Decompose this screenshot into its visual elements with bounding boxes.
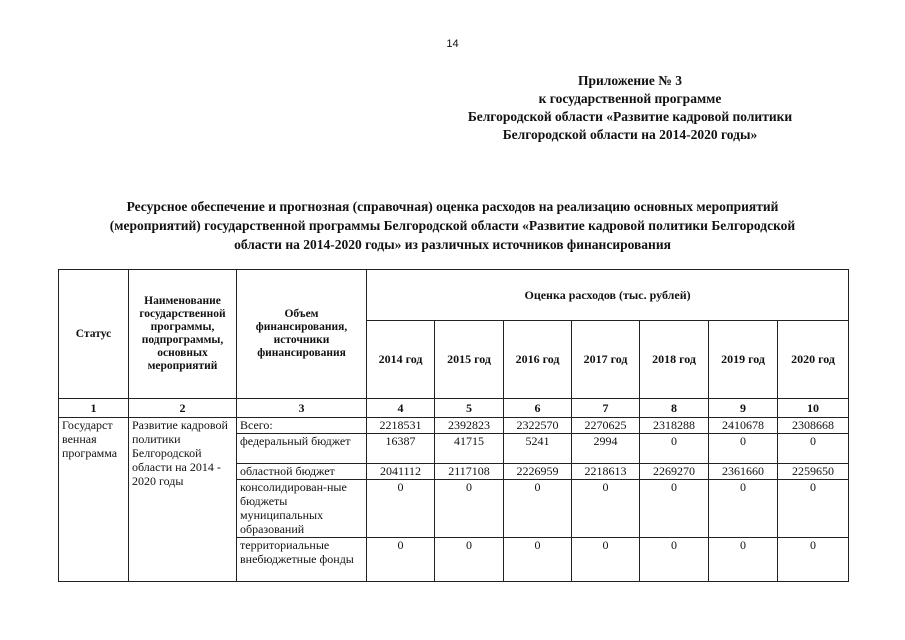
program-name-cell: Развитие кадровой политики Белгородской области на 2014 - 2020 годы	[129, 418, 237, 582]
value-cell: 2994	[572, 434, 640, 464]
source-cell: консолидирован-ные бюджеты муниципальных образований	[237, 480, 367, 538]
status-cell: Государст венная программа	[59, 418, 129, 582]
value-cell: 5241	[504, 434, 572, 464]
appendix-line: Приложение № 3	[578, 73, 682, 88]
header-year: 2019 год	[709, 321, 778, 399]
value-cell: 2218613	[572, 464, 640, 480]
value-cell: 2259650	[778, 464, 849, 480]
value-cell: 0	[572, 480, 640, 538]
source-cell: территориальные внебюджетные фонды	[237, 538, 367, 582]
source-cell: федеральный бюджет	[237, 434, 367, 464]
index-cell: 5	[435, 399, 504, 418]
source-cell: областной бюджет	[237, 464, 367, 480]
index-cell: 8	[640, 399, 709, 418]
header-year: 2020 год	[778, 321, 849, 399]
value-cell: 2410678	[709, 418, 778, 434]
value-cell: 2117108	[435, 464, 504, 480]
title-line: (мероприятий) государственной программы Белгородской области «Развитие кадровой политики Белгородской	[109, 218, 796, 233]
value-cell: 0	[778, 434, 849, 464]
header-volume: Объем финансирования, источники финансирования	[237, 270, 367, 399]
value-cell: 2392823	[435, 418, 504, 434]
appendix-line: Белгородской области «Развитие кадровой политики	[467, 109, 793, 124]
title-line: области на 2014-2020 годы» из различных источников финансирования	[234, 237, 671, 252]
header-year: 2014 год	[367, 321, 435, 399]
page-number: 14	[446, 38, 459, 50]
document-title	[40, 197, 865, 254]
value-cell: 2322570	[504, 418, 572, 434]
value-cell: 0	[572, 538, 640, 582]
value-cell: 2041112	[367, 464, 435, 480]
index-cell: 1	[59, 399, 129, 418]
value-cell: 2270625	[572, 418, 640, 434]
index-cell: 4	[367, 399, 435, 418]
appendix-heading	[420, 72, 840, 144]
header-year: 2015 год	[435, 321, 504, 399]
value-cell: 0	[778, 480, 849, 538]
index-cell: 6	[504, 399, 572, 418]
index-cell: 9	[709, 399, 778, 418]
value-cell: 0	[367, 538, 435, 582]
index-cell: 2	[129, 399, 237, 418]
value-cell: 0	[640, 434, 709, 464]
header-estimate: Оценка расходов (тыс. рублей)	[367, 270, 849, 321]
value-cell: 2269270	[640, 464, 709, 480]
value-cell: 0	[367, 480, 435, 538]
index-cell: 10	[778, 399, 849, 418]
header-year: 2016 год	[504, 321, 572, 399]
header-name: Наименование государственной программы, подпрограммы, основных мероприятий	[129, 270, 237, 399]
index-row	[59, 399, 849, 418]
header-year: 2017 год	[572, 321, 640, 399]
value-cell: 0	[504, 538, 572, 582]
appendix-line: к государственной программе	[538, 91, 722, 106]
value-cell: 0	[435, 480, 504, 538]
value-cell: 0	[709, 480, 778, 538]
value-cell: 41715	[435, 434, 504, 464]
value-cell: 0	[778, 538, 849, 582]
value-cell: 0	[504, 480, 572, 538]
index-cell: 7	[572, 399, 640, 418]
header-status: Статус	[59, 270, 129, 399]
title-line: Ресурсное обеспечение и прогнозная (справочная) оценка расходов на реализацию основных мероприятий	[126, 199, 779, 214]
table-row	[59, 418, 849, 434]
source-cell: Всего:	[237, 418, 367, 434]
value-cell: 0	[709, 538, 778, 582]
value-cell: 2226959	[504, 464, 572, 480]
index-cell: 3	[237, 399, 367, 418]
budget-table	[58, 269, 849, 582]
value-cell: 0	[640, 480, 709, 538]
appendix-line: Белгородской области на 2014-2020 годы»	[502, 127, 758, 142]
value-cell: 0	[435, 538, 504, 582]
value-cell: 0	[640, 538, 709, 582]
value-cell: 2308668	[778, 418, 849, 434]
value-cell: 2318288	[640, 418, 709, 434]
value-cell: 2361660	[709, 464, 778, 480]
value-cell: 16387	[367, 434, 435, 464]
header-year: 2018 год	[640, 321, 709, 399]
value-cell: 0	[709, 434, 778, 464]
value-cell: 2218531	[367, 418, 435, 434]
